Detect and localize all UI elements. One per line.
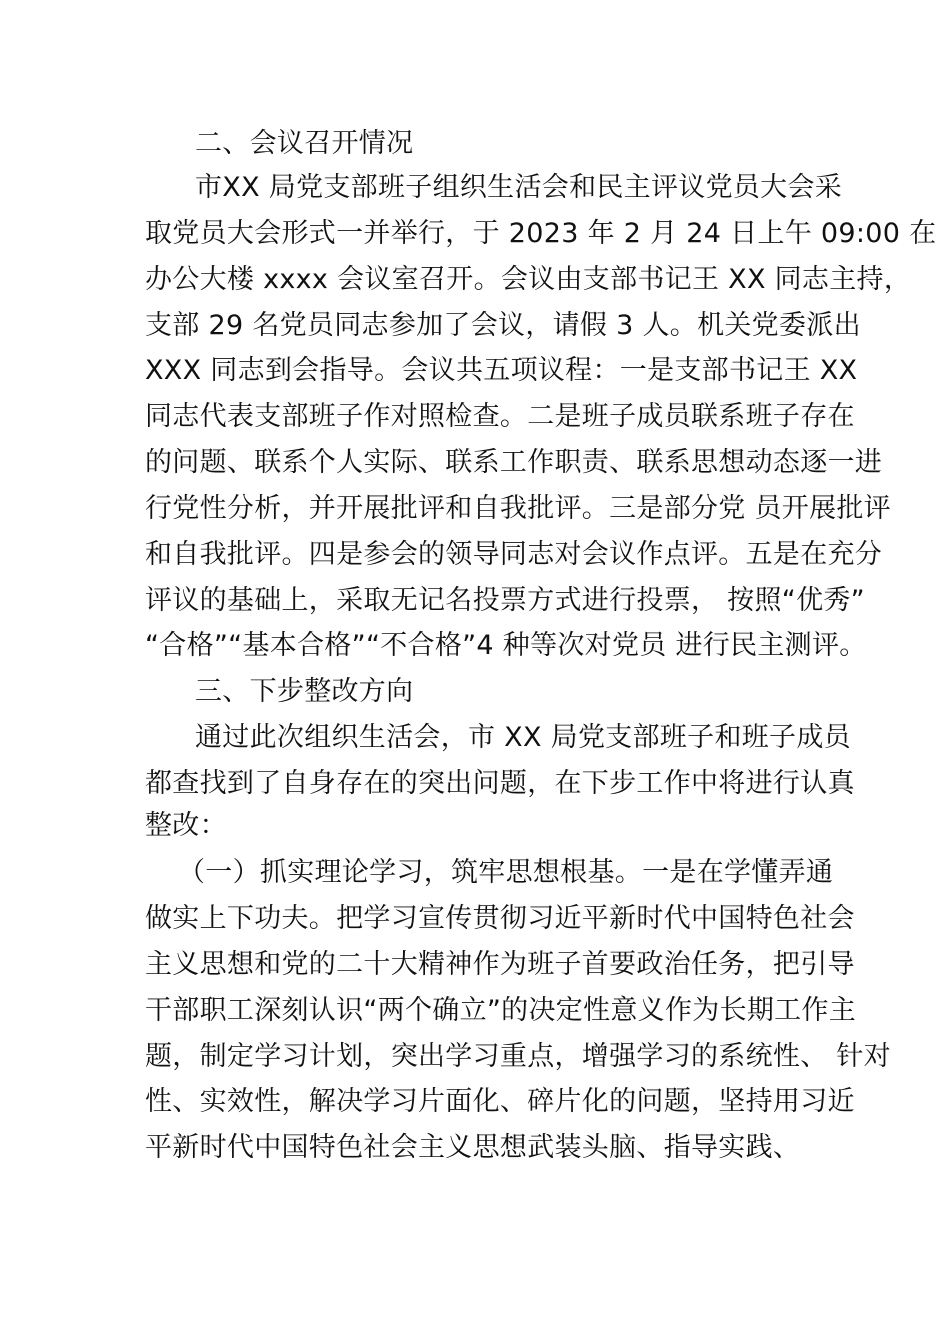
paragraph-line: 都查找到了自身存在的突出问题，在下步工作中将进行认真 [145, 768, 855, 799]
paragraph-line: XXX 同志到会指导。会议共五项议程：一是支部书记王 XX [145, 355, 858, 386]
paragraph-line: 和自我批评。四是参会的领导同志对会议作点评。五是在充分 [145, 539, 883, 570]
subsection-heading-line: （一）抓实理论学习，筑牢思想根基。一是在学懂弄通 [178, 857, 834, 888]
paragraph-line: 支部 29 名党员同志参加了会议，请假 3 人。机关党委派出 [145, 310, 861, 341]
paragraph-line: 整改： [145, 810, 227, 841]
paragraph-line: “合格”“基本合格”“不合格”4 种等次对党员 进行民主测评。 [145, 630, 867, 661]
paragraph-line: 行党性分析，并开展批评和自我批评。三是部分党 员开展批评 [145, 493, 891, 524]
paragraph-line: 性、实效性，解决学习片面化、碎片化的问题，坚持用习近 [145, 1086, 855, 1117]
paragraph-line: 市XX 局党支部班子组织生活会和民主评议党员大会采 [195, 172, 843, 203]
paragraph-line: 主义思想和党的二十大精神作为班子首要政治任务，把引导 [145, 949, 855, 980]
paragraph-line: 取党员大会形式一并举行，于 2023 年 2 月 24 日上午 09:00 在 [145, 218, 937, 249]
paragraph-line: 做实上下功夫。把学习宣传贯彻习近平新时代中国特色社会 [145, 903, 855, 934]
paragraph-line: 办公大楼 xxxx 会议室召开。会议由支部书记王 XX 同志主持， [145, 264, 912, 295]
paragraph-line: 通过此次组织生活会，市 XX 局党支部班子和班子成员 [195, 722, 851, 753]
section-heading-rectification: 三、下步整改方向 [195, 676, 414, 707]
paragraph-line: 的问题、联系个人实际、联系工作职责、联系思想动态逐一进 [145, 447, 883, 478]
paragraph-line: 干部职工深刻认识“两个确立”的决定性意义作为长期工作主 [145, 995, 857, 1026]
paragraph-line: 同志代表支部班子作对照检查。二是班子成员联系班子存在 [145, 401, 855, 432]
paragraph-line: 平新时代中国特色社会主义思想武装头脑、指导实践、 [145, 1132, 801, 1163]
section-heading-meeting: 二、会议召开情况 [195, 128, 414, 159]
paragraph-line: 题，制定学习计划，突出学习重点，增强学习的系统性、 针对 [145, 1041, 891, 1072]
paragraph-line: 评议的基础上，采取无记名投票方式进行投票， 按照“优秀” [145, 585, 865, 616]
